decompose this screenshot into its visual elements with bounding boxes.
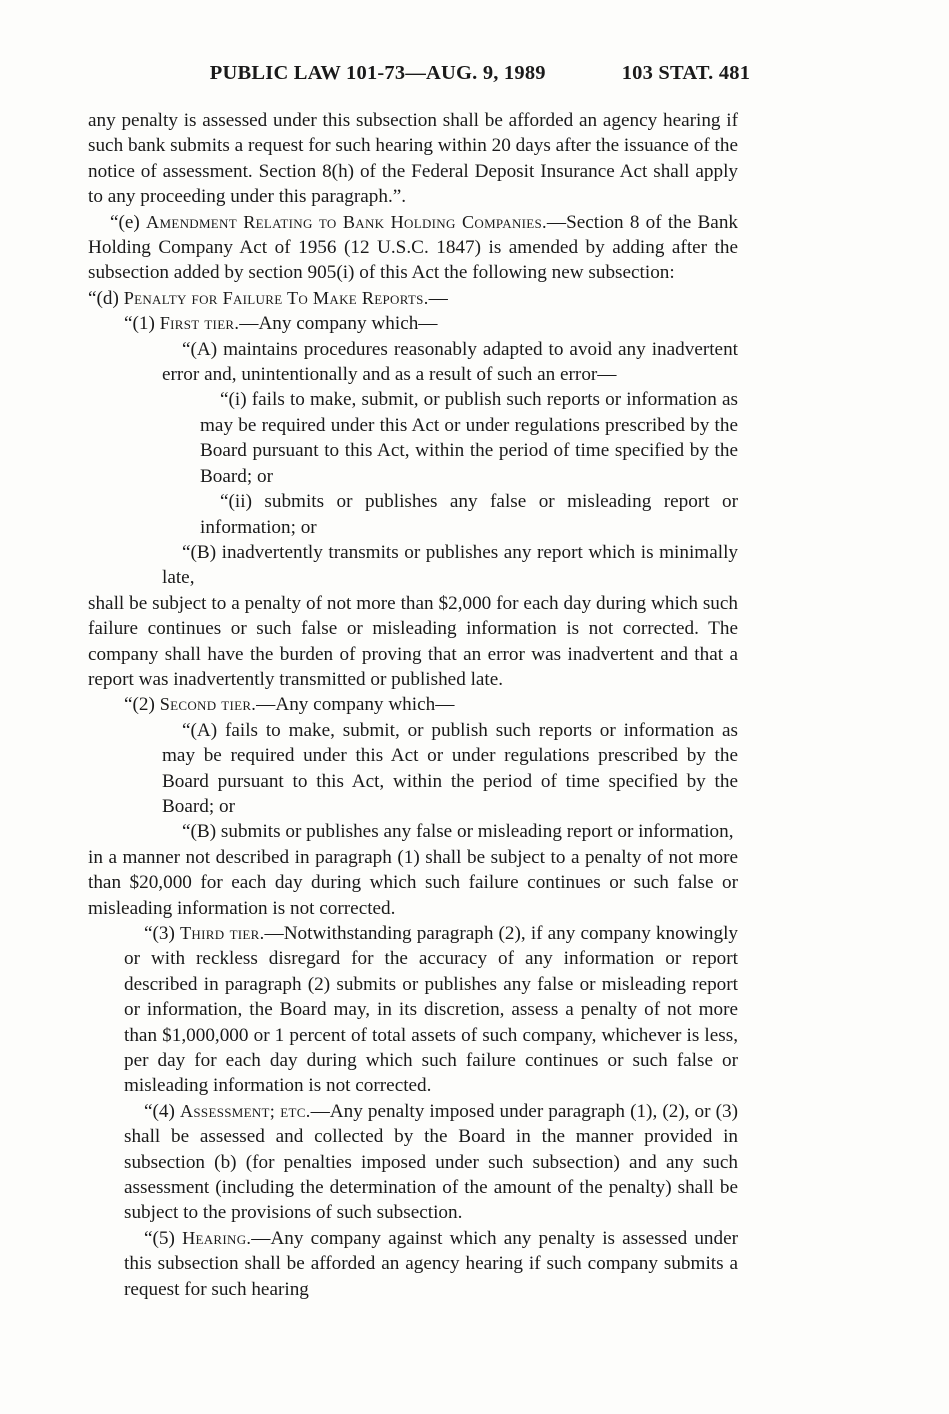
paragraph-1-marker: “(1) <box>124 313 160 335</box>
paragraph-5-text: —Any company against which any penalty is assessed under this subsection shall be afforded an agency hearing if such company submits a request for such hearing <box>124 1227 739 1300</box>
subsection-e-text: —Section 8 of the Bank Holding Company Act of 1956 (12 U.S.C. 1847) is amended by adding after the subsection added by section 905(i) of this Act the following new subsection: <box>88 211 739 284</box>
paragraph-5-marker: “(5) <box>144 1227 183 1249</box>
paragraph-3-third-tier <box>88 921 738 1099</box>
paragraph-4-assessment <box>88 1099 738 1226</box>
paragraph-3-text: —Notwithstanding paragraph (2), if any company knowingly or with reckless disregard for the accuracy of any information or report described in paragraph (2) submits or publishes any false or misleading report or information, the Board may, in its discretion, assess a penalty of not more than $1,000,000 or 1 percent of total assets of such company, whichever is less, per day for each day during which such failure continues or such false or misleading information is not corrected. <box>124 923 739 1097</box>
paragraph-subsection-e <box>88 210 738 286</box>
paragraph-5-hearing <box>88 1226 738 1302</box>
paragraph-1-A: “(A) maintains procedures reasonably adapted to avoid any inadvertent error and, unintentionally and as a result of such an error— <box>162 338 738 386</box>
header-statute-citation: 103 STAT. 481 <box>621 62 751 84</box>
paragraph-4-marker: “(4) <box>144 1100 180 1122</box>
paragraph-subsection-d-heading <box>88 286 738 311</box>
paragraph-1-A-ii: “(ii) submits or publishes any false or misleading report or information; or <box>200 491 738 538</box>
paragraph-2-A: “(A) fails to make, submit, or publish such reports or information as may be required under this Act or under regulations prescribed by the Board pursuant to this Act, within the period of time specified by the Board; or <box>162 719 738 817</box>
paragraph-1-flush-text: shall be subject to a penalty of not more than $2,000 for each day during which such failure continues or such false or misleading information is not corrected. The company shall have the burden of proving that an error was inadvertent and that a report was inadvertently transmitted or published late. <box>88 592 738 690</box>
header-public-law: PUBLIC LAW 101-73—AUG. 9, 1989 <box>209 62 546 84</box>
paragraph-1-heading: First tier. <box>159 313 240 334</box>
subsection-e-heading: Amendment Relating to Bank Holding Companies. <box>146 211 547 232</box>
paragraph-continuation: any penalty is assessed under this subsection shall be afforded an agency hearing if such bank submits a request for such hearing within 20 days after the issuance of the notice of assessment. Section 8(h) of the Federal Deposit Insurance Act shall apply to any proceeding under this paragraph.”. <box>88 110 738 208</box>
paragraph-3-heading: Third tier. <box>180 923 265 943</box>
subsection-d-heading: Penalty for Failure To Make Reports. <box>123 287 429 308</box>
paragraph-4-text: —Any penalty imposed under paragraph (1), (2), or (3) shall be assessed and collected by the Board in the manner provided in subsection (b) (for penalties imposed under such subsection) and any such assessment (including the determination of the amount of the penalty) shall be subject to the provisions of such subsection. <box>124 1100 738 1224</box>
paragraph-2-flush-text: in a manner not described in paragraph (1) shall be subject to a penalty of not more than $20,000 for each day during which such failure continues or such false or misleading information is not corrected. <box>88 846 738 919</box>
paragraph-1-B: “(B) inadvertently transmits or publishes any report which is minimally late, <box>162 541 738 589</box>
paragraph-2-heading: Second tier. <box>159 694 257 715</box>
paragraph-1-A-i: “(i) fails to make, submit, or publish such reports or information as may be required under this Act or under regulations prescribed by the Board pursuant to this Act, within the period of time specified by the Board; or <box>200 389 738 487</box>
paragraph-5-heading: Hearing. <box>182 1227 252 1248</box>
subsection-e-marker: “(e) <box>110 211 147 233</box>
paragraph-2-marker: “(2) <box>124 694 160 716</box>
subsection-d-dash: — <box>428 287 448 309</box>
page-header <box>90 62 870 85</box>
paragraph-3-marker: “(3) <box>144 923 181 944</box>
paragraph-4-heading: Assessment; etc. <box>179 1100 311 1121</box>
paragraph-1-first-tier <box>88 311 738 336</box>
paragraph-2-second-tier <box>88 692 738 717</box>
paragraph-2-text: —Any company which— <box>256 694 455 716</box>
document-body <box>88 108 738 1302</box>
subsection-d-marker: “(d) <box>88 287 124 309</box>
paragraph-1-text: —Any company which— <box>239 313 438 335</box>
paragraph-2-B: “(B) submits or publishes any false or misleading report or information, <box>182 821 734 843</box>
